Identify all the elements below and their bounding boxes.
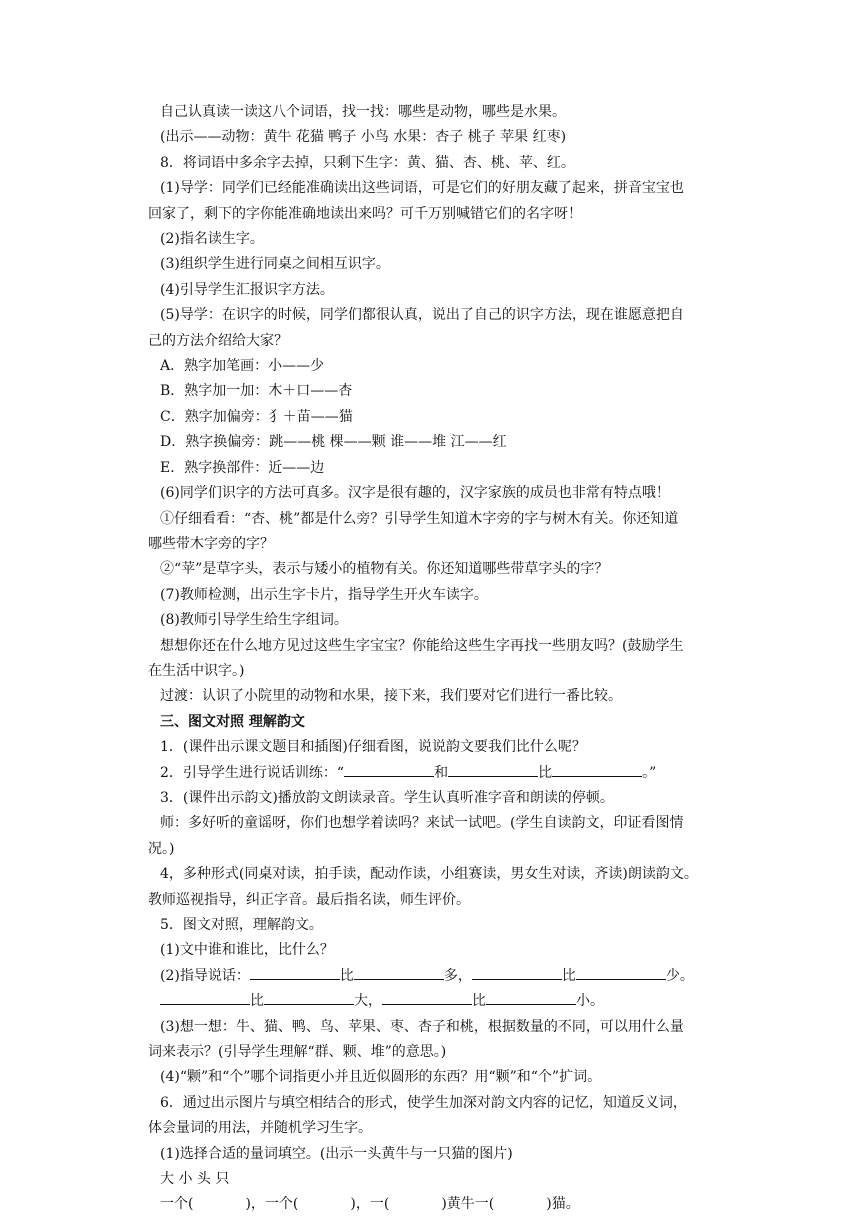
text-line: (1)文中谁和谁比，比什么？ xyxy=(160,942,334,959)
text-line: 况。) xyxy=(148,840,175,857)
text-segment: 少。 xyxy=(665,967,694,984)
fill-in-line xyxy=(160,989,735,1014)
text-line: 自己认真读一读这八个词语，找一找：哪些是动物，哪些是水果。 xyxy=(160,104,566,120)
text-line: ①仔细看看：“杏、桃”都是什么旁？引导学生知道木字旁的字与树木有关。你还知道 xyxy=(160,510,679,527)
section-heading: 三、图文对照 理解韵文 xyxy=(160,713,305,730)
text-segment: 比 xyxy=(472,993,486,1010)
text-line: (5)导学：在识字的时候，同学们都很认真，说出了自己的识字方法，现在谁愿意把自 xyxy=(160,307,684,324)
lesson-plan-text xyxy=(148,100,735,1218)
text-segment: )猫。 xyxy=(546,1196,580,1213)
fill-blank xyxy=(160,990,250,1005)
text-segment: 大， xyxy=(354,993,382,1010)
text-line: 6．通过出示图片与填空相结合的形式，使学生加深对韵文内容的记忆，知道反义词， xyxy=(160,1094,687,1111)
text-line: D．熟字换偏旁：跳——桃 棵——颗 谁——堆 江——红 xyxy=(160,434,507,451)
text-line: (6)同学们识字的方法可真多。汉字是很有趣的，汉字家族的成员也非常有特点哦！ xyxy=(160,485,670,502)
text-segment: 多， xyxy=(443,967,472,984)
text-line: (1)导学：同学们已经能准确读出这些词语，可是它们的好朋友藏了起来，拼音宝宝也 xyxy=(160,180,684,197)
text-line: 师：多好听的童谣呀，你们也想学着读吗？来试一试吧。(学生自读韵文，印证看图情 xyxy=(160,815,684,832)
text-line: (3)组织学生进行同桌之间相互识字。 xyxy=(160,256,390,273)
fill-in-line xyxy=(160,964,735,989)
text-segment: 和 xyxy=(434,764,449,781)
text-line: (7)教师检测，出示生字卡片，指导学生开火车读字。 xyxy=(160,586,488,603)
text-segment: 2．引导学生进行说话训练：“ xyxy=(160,764,345,781)
text-line: (2)指名读生字。 xyxy=(160,231,264,248)
fill-blank xyxy=(576,965,666,980)
text-line: (1)选择合适的量词填空。(出示一头黄牛与一只猫的图片) xyxy=(160,1145,513,1162)
text-line: 5．图文对照，理解韵文。 xyxy=(160,917,323,933)
fill-blank xyxy=(382,990,472,1005)
text-line: 过渡：认识了小院里的动物和水果，接下来，我们要对它们进行一番比较。 xyxy=(160,688,622,705)
text-line: 3．(课件出示韵文)播放韵文朗读录音。学生认真听准字音和朗读的停顿。 xyxy=(160,789,614,806)
text-line: 在生活中识字。) xyxy=(148,662,245,679)
text-line: (出示——动物：黄牛 花猫 鸭子 小鸟 水果：杏子 桃子 苹果 红枣) xyxy=(160,129,567,146)
text-line: 回家了，剩下的字你能准确地读出来吗？可千万别喊错它们的名字呀！ xyxy=(148,205,582,222)
text-line: 8．将词语中多余字去掉，只剩下生字：黄、猫、杏、桃、苹、红。 xyxy=(160,154,575,171)
text-segment: 比 xyxy=(250,993,264,1010)
fill-in-line xyxy=(160,1192,735,1217)
fill-blank xyxy=(486,990,576,1005)
fill-blank xyxy=(552,762,642,777)
text-segment: 比 xyxy=(538,764,553,781)
text-segment: )黄牛一( xyxy=(441,1196,495,1213)
text-line: (4)引导学生汇报识字方法。 xyxy=(160,281,334,298)
text-line: (3)想一想：牛、猫、鸭、鸟、苹果、枣、杏子和桃，根据数量的不同，可以用什么量 xyxy=(160,1018,684,1035)
text-line: 哪些带木字旁的字？ xyxy=(148,535,274,552)
text-line: 4，多种形式(同桌对读，拍手读，配动作读，小组赛读，男女生对读，齐读)朗读韵文。 xyxy=(160,866,698,883)
text-line: 体会量词的用法，并随机学习生字。 xyxy=(148,1120,372,1137)
text-segment: 比 xyxy=(339,967,354,984)
text-segment: (2)指导说话： xyxy=(160,967,250,984)
fill-blank xyxy=(264,990,354,1005)
text-segment: )，一( xyxy=(350,1196,390,1213)
text-segment: 小。 xyxy=(576,993,604,1010)
text-line: 想想你还在什么地方见过这些生字宝宝？你能给这些生字再找一些朋友吗？(鼓励学生 xyxy=(160,637,684,654)
text-line: C．熟字加偏旁：犭＋苗——猫 xyxy=(160,408,353,425)
text-line: (8)教师引导学生给生字组词。 xyxy=(160,612,348,629)
fill-blank xyxy=(344,762,434,777)
fill-in-line xyxy=(160,761,735,786)
text-line: A．熟字加笔画：小——少 xyxy=(160,358,325,375)
fill-blank xyxy=(354,965,444,980)
text-segment: 比 xyxy=(561,967,576,984)
text-line: 教师巡视指导，纠正字音。最后指名读，师生评价。 xyxy=(148,891,470,908)
text-line: ②“苹”是草字头，表示与矮小的植物有关。你还知道哪些带草字头的字？ xyxy=(160,561,609,578)
text-line: B．熟字加一加：木＋口——杏 xyxy=(160,383,353,400)
text-line: 词来表示？(引导学生理解“群、颗、堆”的意思。) xyxy=(148,1044,447,1061)
text-line: 大 小 头 只 xyxy=(160,1171,230,1188)
text-segment: 。” xyxy=(642,764,657,781)
text-line: 1．(课件出示课文题目和插图)仔细看图，说说韵文要我们比什么呢？ xyxy=(160,739,586,756)
text-segment: 一个( xyxy=(160,1196,194,1213)
text-line: E．熟字换部件：近——边 xyxy=(160,459,325,476)
fill-blank xyxy=(448,762,538,777)
text-line: 己的方法介绍给大家？ xyxy=(148,332,288,349)
text-segment: )，一个( xyxy=(245,1196,299,1213)
text-line: (4)“颗”和“个”哪个词指更小并且近似圆形的东西？用“颗”和“个”扩词。 xyxy=(160,1069,602,1086)
fill-blank xyxy=(250,965,340,980)
fill-blank xyxy=(472,965,562,980)
